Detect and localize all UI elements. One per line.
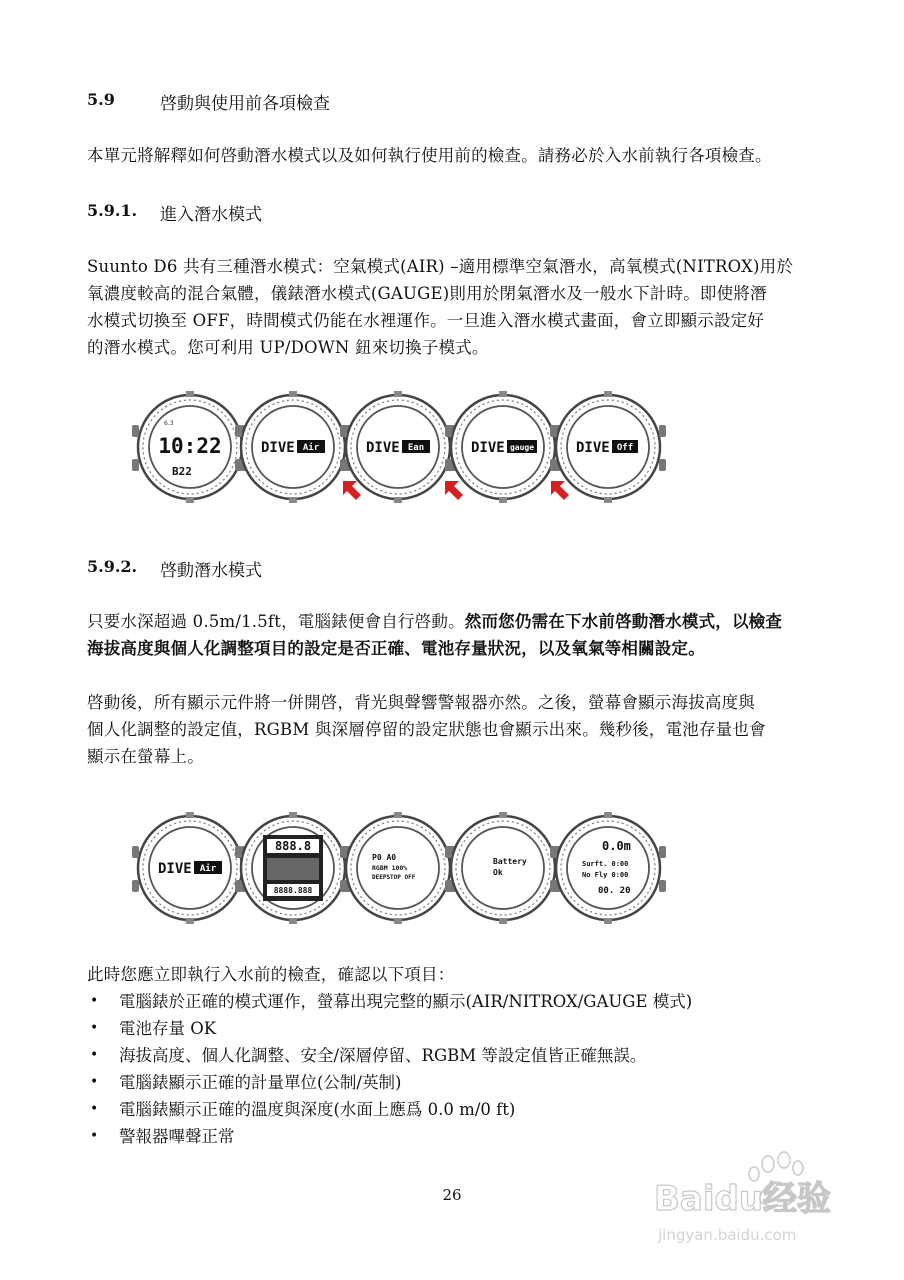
text-bold: 海拔高度與個人化調整項目的設定是否正確、電池存量狀況，以及氧氣等相關設定。 [87, 639, 705, 658]
text-bold: 然而您仍需在下水前啓動潛水模式，以檢查 [464, 612, 783, 631]
watch-time-sub: B22 [172, 465, 192, 478]
pre-dive-checklist [87, 988, 847, 1150]
settings-line-1: P0 A0 [372, 853, 397, 862]
startup-sequence-figure [130, 806, 710, 931]
list-item: • 電腦錶於正確的模式運作，螢幕出現完整的顯示(AIR/NITROX/GAUGE 模式) [87, 988, 847, 1015]
watch-dive-ean [340, 391, 456, 503]
text-line: 氧濃度較高的混合氣體，儀錶潛水模式(GAUGE)則用於閉氣潛水及一般水下計時。即使將潛 [87, 284, 767, 303]
segment-main: 888.8 [274, 839, 312, 853]
intro-paragraph: 本單元將解釋如何啓動潛水模式以及如何執行使用前的檢查。請務必於入水前執行各項檢查。 [87, 146, 772, 165]
surface-bottom: 00. 20 [598, 886, 631, 896]
bullet-icon: • [90, 993, 99, 1009]
surface-time: Surft. 0:00 [582, 860, 629, 868]
watermark [650, 1150, 860, 1250]
text-normal: 只要水深超過 0.5m/1.5ft，電腦錶便會自行啓動。 [87, 612, 465, 631]
list-item: • 電池存量 OK [87, 1015, 847, 1042]
subsection-1-title: 進入潛水模式 [160, 205, 262, 225]
check-lead: 此時您應立即執行入水前的檢查，確認以下項目： [87, 965, 455, 984]
sub1-paragraph [87, 253, 827, 361]
text-line: 的潛水模式。您可利用 UP/DOWN 鈕來切換子模式。 [87, 338, 489, 357]
text-line: 顯示在螢幕上。 [87, 747, 204, 766]
svg-text:6.3: 6.3 [164, 420, 174, 427]
dive-label: DIVE [471, 440, 505, 456]
dive-label: DIVE [576, 440, 610, 456]
battery-label: Battery [493, 857, 527, 866]
subsection-2-title: 啓動潛水模式 [160, 561, 262, 581]
watch-surface [550, 812, 666, 924]
text-line: 啓動後，所有顯示元件將一併開啓，背光與聲響警報器亦然。之後，螢幕會顯示海拔高度與 [87, 693, 755, 712]
dive-label: DIVE [261, 440, 295, 456]
mode-tag: Air [199, 864, 217, 874]
battery-status: Ok [493, 868, 503, 877]
arrow-icon [343, 481, 361, 500]
settings-line-3: DEEPSTOP OFF [372, 874, 416, 881]
settings-line-2: RGBM 100% [372, 864, 408, 872]
mode-tag: gauge [509, 443, 535, 452]
surface-depth: 0.0m [602, 839, 631, 853]
arrow-icon [445, 481, 463, 500]
dive-label: DIVE [366, 440, 400, 456]
watch-dive-air [235, 391, 351, 503]
watch-all-segments [235, 812, 351, 924]
mode-tag: Off [616, 443, 634, 453]
bullet-icon: • [90, 1047, 99, 1063]
bullet-icon: • [90, 1020, 99, 1036]
watch-dive-gauge [445, 391, 561, 503]
watch-time-main: 10:22 [158, 434, 222, 458]
page-number: 26 [442, 1186, 462, 1204]
arrow-icon [551, 481, 569, 500]
watch-battery [445, 812, 561, 924]
section-number: 5.9 [87, 90, 115, 109]
bullet-icon: • [90, 1101, 99, 1117]
watch-time [132, 391, 248, 503]
dive-label: DIVE [158, 861, 192, 877]
list-item: • 海拔高度、個人化調整、安全/深層停留、RGBM 等設定值皆正確無誤。 [87, 1042, 847, 1069]
dive-mode-figure [130, 385, 710, 510]
no-fly-time: No Fly 0:00 [582, 871, 629, 879]
watermark-url: jingyan.baidu.com [658, 1226, 797, 1244]
bullet-icon: • [90, 1074, 99, 1090]
mode-tag: Ean [407, 443, 425, 453]
list-item: • 電腦錶顯示正確的溫度與深度(水面上應爲 0.0 m/0 ft) [87, 1096, 847, 1123]
watermark-brand: Baidu经验 [654, 1179, 832, 1219]
bullet-icon: • [90, 1128, 99, 1144]
watch-dive-air [132, 812, 248, 924]
subsection-2-number: 5.9.2. [87, 557, 138, 576]
subsection-1-number: 5.9.1. [87, 201, 138, 220]
list-item: • 電腦錶顯示正確的計量單位(公制/英制) [87, 1069, 847, 1096]
watch-settings [340, 812, 456, 924]
sub2-paragraph-2 [87, 689, 827, 770]
text-line: Suunto D6 共有三種潛水模式：空氣模式(AIR) –適用標準空氣潛水，高氧模式(NITROX)用於 [87, 257, 794, 276]
section-title: 啓動與使用前各項檢查 [160, 94, 330, 114]
list-item: • 警報器嗶聲正常 [87, 1123, 847, 1150]
sub2-paragraph-1 [87, 608, 827, 662]
segment-sub: 8888.888 [273, 886, 313, 895]
mode-tag: Air [302, 443, 320, 453]
watch-dive-off [550, 391, 666, 503]
text-line: 個人化調整的設定值，RGBM 與深層停留的設定狀態也會顯示出來。幾秒後，電池存量也會 [87, 720, 766, 739]
text-line: 水模式切換至 OFF，時間模式仍能在水裡運作。一旦進入潛水模式畫面，會立即顯示設定好 [87, 311, 765, 330]
